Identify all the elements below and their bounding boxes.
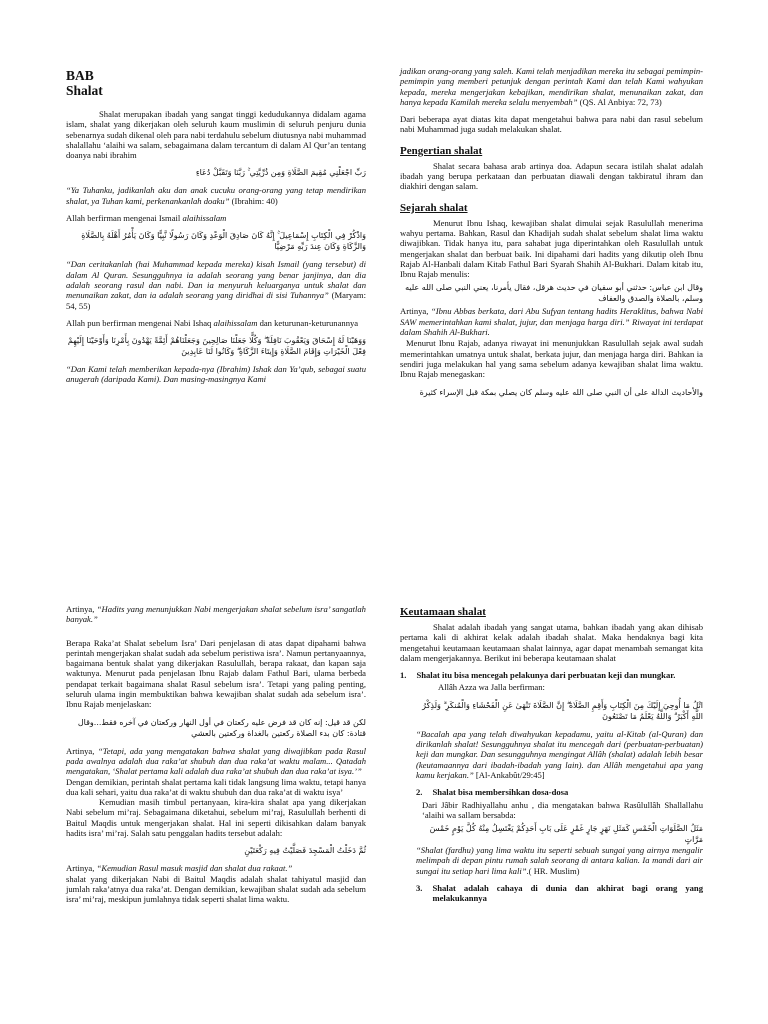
translation-text: “Ya Tuhanku, jadikanlah aku dan anak cucuku orang-orang yang tetap mendirikan shalat, ya Tuhan kami, perkenankanlah doaku” [66,185,366,206]
list-item-2 [400,787,703,797]
list-item-1 [400,670,703,680]
arabic-hadith: مَثَلُ الصَّلَوَاتِ الْخَمْسِ كَمَثَلِ نَهَرٍ جَارٍ غَمْرٍ عَلَى بَابِ أَحَدِكُمْ يَغْتَسِلُ مِنْهُ كُلَّ يَوْمٍ خَمْسَ مَرَّاتٍ [429,824,703,845]
translation-lead: Artinya, [66,604,97,614]
translation [66,259,366,310]
list-intro: Dari Jâbir Radhiyallahu anhu , dia mengatakan bahwa Rasûlullâh Shallallahu ‘alaihi wa sallam bersabda: [422,799,703,820]
section-heading: Keutamaan shalat [400,606,486,618]
translation [400,66,703,107]
translation-lead: Artinya, [400,306,431,317]
translation-text: “Bacalah apa yang telah diwahyukan kepadamu, yaitu al-Kitab (al-Quran) dan dirikanlah shalat! Sesungguhnya shalat itu mencegah dari (perbuatan-perbuatan) keji dan mungkar. Dan sesungguhnya mengingat Allâh (shalat) adalah lebih besar (keutamaannya dari ibadah-ibadah yang lain). dan Allâh mengetahui apa yang kamu kerjakan.” [416,728,703,780]
arabic-verse: وَوَهَبْنَا لَهُ إِسْحَاقَ وَيَعْقُوبَ نَافِلَةً ۖ وَكُلًّا جَعَلْنَا صَالِحِينَ وَجَعَلْنَاهُمْ أَئِمَّةً يَهْدُونَ بِأَمْرِنَا وَأَوْحَيْنَا إِلَيْهِمْ فِعْلَ الْخَيْرَاتِ وَإِقَامَ الصَّلَاةِ وَإِيتَاءَ الزَّكَاةِ ۖ وَكَانُوا لَنَا عَابِدِينَ [67,336,366,357]
translation-lead: Artinya, [66,863,97,874]
list-item-title: Shalat bisa membersihkan dosa-dosa [432,787,569,798]
paragraph-text-end: dan keturunan-keturunannya [257,317,359,328]
arabic-verse: وَاذْكُرْ فِي الْكِتَابِ إِسْمَاعِيلَ ۚ إِنَّهُ كَانَ صَادِقَ الْوَعْدِ وَكَانَ رَسُولًا نَّبِيًّا وَكَانَ يَأْمُرُ أَهْلَهُ بِالصَّلَاةِ وَالزَّكَاةِ وَكَانَ عِندَ رَبِّهِ مَرْضِيًّا [81,231,366,252]
paragraph-text: Allah pun berfirman mengenai Nabi Ishaq [66,317,214,328]
page1-right-column [400,66,703,405]
list-intro: Allâh Azza wa Jalla berfirman: [438,682,545,693]
arabic-quote: لكن قد قيل: إنه كان قد فرض عليه ركعتان في أول النهار وركعتان في آخره فقط...وقال قتادة: كان بدء الصلاة ركعتين بالغداة وركعتين بالعشي [77,717,366,738]
page2-right-column [400,606,703,906]
paragraph: Shalat merupakan ibadah yang sangat tinggi kedudukannya didalam agama islam, shalat yang dikerjakan oleh seluruh kaum muslimin di seluruh penjuru dunia sebenarnya sudah dikenal oleh para nabi terdahulu sebelum diutusnya nabi muhammad shalallahu ‘alaihi wa salam, sebagaimana dalam tercantum di dalam Al Qur’an tentang doanya nabi ibrahim [66,109,366,161]
list-number: 3. [416,883,423,894]
paragraph: Shalat secara bahasa arab artinya doa. Adapun secara istilah shalat adalah ibadah yang berupa perkataan dan perbuatan diawali dengan takbiratul ihram dan diakhiri dengan salam. [400,160,703,192]
paragraph [66,318,366,328]
list-item-3 [400,883,703,904]
translation [66,863,366,873]
page-bottom [0,512,768,1024]
translation-text: “Hadits yang menunjukkan Nabi mengerjakan shalat sebelum isra’ sangatlah banyak.” [66,604,366,625]
arabic-verse: رَبِّ اجْعَلْنِي مُقِيمَ الصَّلَاةِ وَمِن ذُرِّيَّتِي ۚ رَبَّنَا وَتَقَبَّلْ دُعَاءِ [195,168,366,178]
translation-text: “Ibnu Abbas berkata, dari Abu Sufyan tentang hadits Heraklitus, bahwa Nabi SAW memerintahkan kami shalat, jujur, dan menjaga harga diri.” Riwayat ini terdapat dalam Shahih Al-Bukhari. [400,306,703,338]
paragraph-italic: alaihissalam [213,317,258,328]
section-heading: Pengertian shalat [400,144,483,157]
paragraph [66,213,366,223]
translation: “Dan Kami telah memberikan kepada-nya (Ibrahim) Ishak dan Ya’qub, sebagai suatu anugerah (daripada Kami). Dan masing-masingnya Kami [66,364,366,385]
translation-text: “Dan ceritakanlah (hai Muhammad kepada mereka) kisah Ismail (yang tersebut) di dalam Al Quran. Sesungguhnya ia adalah seorang yang benar janjinya, dan dia adalah seorang rasul dan nabi. Dan ia menyuruh keluarganya untuk shalat dan menunaikan zakat, dan ia adalah seorang yang diridhai di sisi Tuhannya” [66,259,366,301]
page2-left-column [66,604,366,912]
list-item-title: Shalat adalah cahaya di dunia dan akhirat bagi orang yang melakukannya [432,883,703,904]
paragraph: Kemudian masih timbul pertanyaan, kira-kira shalat apa yang dikerjakan Nabi sebelum mi’raj. Sebagaimana diketahui, sebelum mi’raj, Rasulullah berhenti di Baitul Maqdis untuk mengerjakan shalat. Hal ini seperti dikisahkan dalam banyak hadits isra’ mi’raj. Salah satu penggalan hadits tersebut adalah: [66,797,366,839]
list-number: 1. [400,670,407,681]
translation-ref: (QS. Al Anbiya: 72, 73) [577,96,662,107]
translation-text: “Kemudian Rasul masuk masjid dan shalat dua rakaat.” [96,863,293,874]
list-item-title: Shalat itu bisa mencegah pelakunya dari perbuatan keji dan mungkar. [416,670,676,681]
arabic-quote: والأحاديث الدالة على أن النبي صلى الله عليه وسلم كان يصلي بمكة قبل الإسراء كثيرة [419,387,703,397]
translation [400,306,703,337]
translation [66,604,366,625]
list-number: 2. [416,787,423,798]
paragraph: Dengan demikian, perintah shalat pertama kali tidak langsung lima waktu, tetapi hanya dua kali sehari, yaitu dua raka’at di waktu shubuh dan dua raka’at di waktu isya’ [66,776,366,797]
translation [66,746,366,777]
paragraph: Shalat adalah ibadah yang sangat utama, bahkan ibadah yang akan dihisab pertama kali di akhirat kelak adalah ibadah shalat. Maka hendaknya bagi kita mengetahui keutamaan keutamaan shalat lainnya, agar dapat menambah semangat kita dalam mengerjakannya. Berikut ini beberapa keutamaan shalat [400,622,703,663]
page1-left-column [66,68,366,392]
section-heading: Sejarah shalat [400,201,468,214]
paragraph: Menurut Ibnu Ishaq, kewajiban shalat dimulai sejak Rasulullah menerima wahyu pertama. Bahkan, Rasul dan Khadijah sudah shalat sebelum shalat lima waktu diwajibkan. Tidak hanya itu, para sahabat juga diperintahkan oleh Rasulullah untuk mengerjakan shalat dan berbuat baik. Ini dipahami dari hadits yang dikutip oleh Ibnu Rajab Al-Hanbali dalam Kitab Fathul Bari Syarah Shahih Al-Bukhari. Dalam kitab itu, Ibnu Rajab menulis: [400,217,703,280]
translation [400,845,703,876]
chapter-label: BAB [66,68,94,83]
translation-text: jadikan orang-orang yang saleh. Kami telah menjadikan mereka itu sebagai pemimpin-pemimpin yang memberi petunjuk dengan perintah Kami dan telah Kami wahyukan kepada, mereka mengerjakan kebajikan, mendirikan shalat, menunaikan zakat, dan hanya kepada Kamilah mereka selalu menyembah” [400,66,703,107]
translation-ref: [Al-Ankabût/29:45] [473,769,545,780]
translation-ref: .( HR. Muslim) [526,865,580,876]
paragraph: Menurut Ibnu Rajab, adanya riwayat ini menunjukkan Rasulullah sejak awal sudah memerintahkan umatnya untuk shalat, berkata jujur, dan menjaga harga diri. Bahkan ia sendiri juga melakukan hal yang sama sebelum adanya kewajiban shalat lima waktu. Ibnu Rajab menegaskan: [400,338,703,380]
paragraph: Berapa Raka’at Shalat sebelum Isra’ Dari penjelasan di atas dapat dipahami bahwa perintah mengerjakan shalat sudah ada sebelum peristiwa isra’. Namun pertanyaannya, bagaimana bentuk shalat yang dikerjakan Rasulullah, berapa rakaat, dan kapan saja waktunya. Menurut pada penjelasan Ibnu Rajab dalam Fathul Bari, ulama berbeda pendapat terkait bagaimana shalat Rasul sebelum isra’. Tetapi yang paling penting, seluruh ulama ingin membuktikan bahwa kewajiban shalat sudah ada sebelum isra’. Ibnu Rajab menjelaskan: [66,637,366,710]
translation-ref: (Ibrahim: 40) [229,195,278,206]
paragraph-text: Allah berfirman mengenai Ismail [66,213,183,224]
arabic-hadith: وقال ابن عباس: حدثني أبو سفيان في حديث هرقل، فقال يأمرنا، يعني النبي صلى الله عليه وسلم، بالصلاة والصدق والعفاف [405,283,703,304]
paragraph: shalat yang dikerjakan Nabi di Baitul Maqdis adalah shalat tahiyatul masjid dan jumlah raka’atnya dua raka’at. Dengan demikian, kewajiban shalat sudah ada sebelum isra’ mi’raj, meskipun jumlahnya tidak seperti shalat lima waktu. [66,873,366,905]
translation [400,729,703,780]
translation-text: “Tetapi, ada yang mengatakan bahwa shalat yang diwajibkan pada Rasul pada awalnya adalah dua raka’at shubuh dan dua raka’at waktu malam... Qatadah mengatakan, ‘Shalat pertama kali adalah dua raka’at shubuh dan dua raka’at isya.’” [66,745,366,777]
paragraph: Dari beberapa ayat diatas kita dapat mengetahui bahwa para nabi dan rasul sebelum nabi Muhammad juga sudah melakukan shalat. [400,114,703,135]
translation-lead: Artinya, [66,745,99,756]
arabic-verse: اتْلُ مَا أُوحِيَ إِلَيْكَ مِنَ الْكِتَابِ وَأَقِمِ الصَّلَاةَ ۖ إِنَّ الصَّلَاةَ تَنْهَىٰ عَنِ الْفَحْشَاءِ وَالْمُنكَرِ ۗ وَلَذِكْرُ اللَّهِ أَكْبَرُ ۗ وَاللَّهُ يَعْلَمُ مَا تَصْنَعُونَ [422,700,703,721]
translation-ref: (Maryam: 54, 55) [66,290,366,311]
paragraph-italic: alaihissalam [182,213,227,224]
arabic-hadith: ثُمَّ دَخَلْتُ الْمَسْجِدَ فَصَلَّيْتُ فِيهِ رَكْعَتَيْنِ [244,846,366,856]
translation [66,185,366,206]
chapter-title: Shalat [66,83,103,98]
translation-text: “Shalat (fardhu) yang lima waktu itu seperti sebuah sungai yang airnya mengalir melimpah di depan pintu rumah salah seorang di antara kalian. Ia mandi dari air sungai itu setiap hari lima kali” [416,845,703,876]
